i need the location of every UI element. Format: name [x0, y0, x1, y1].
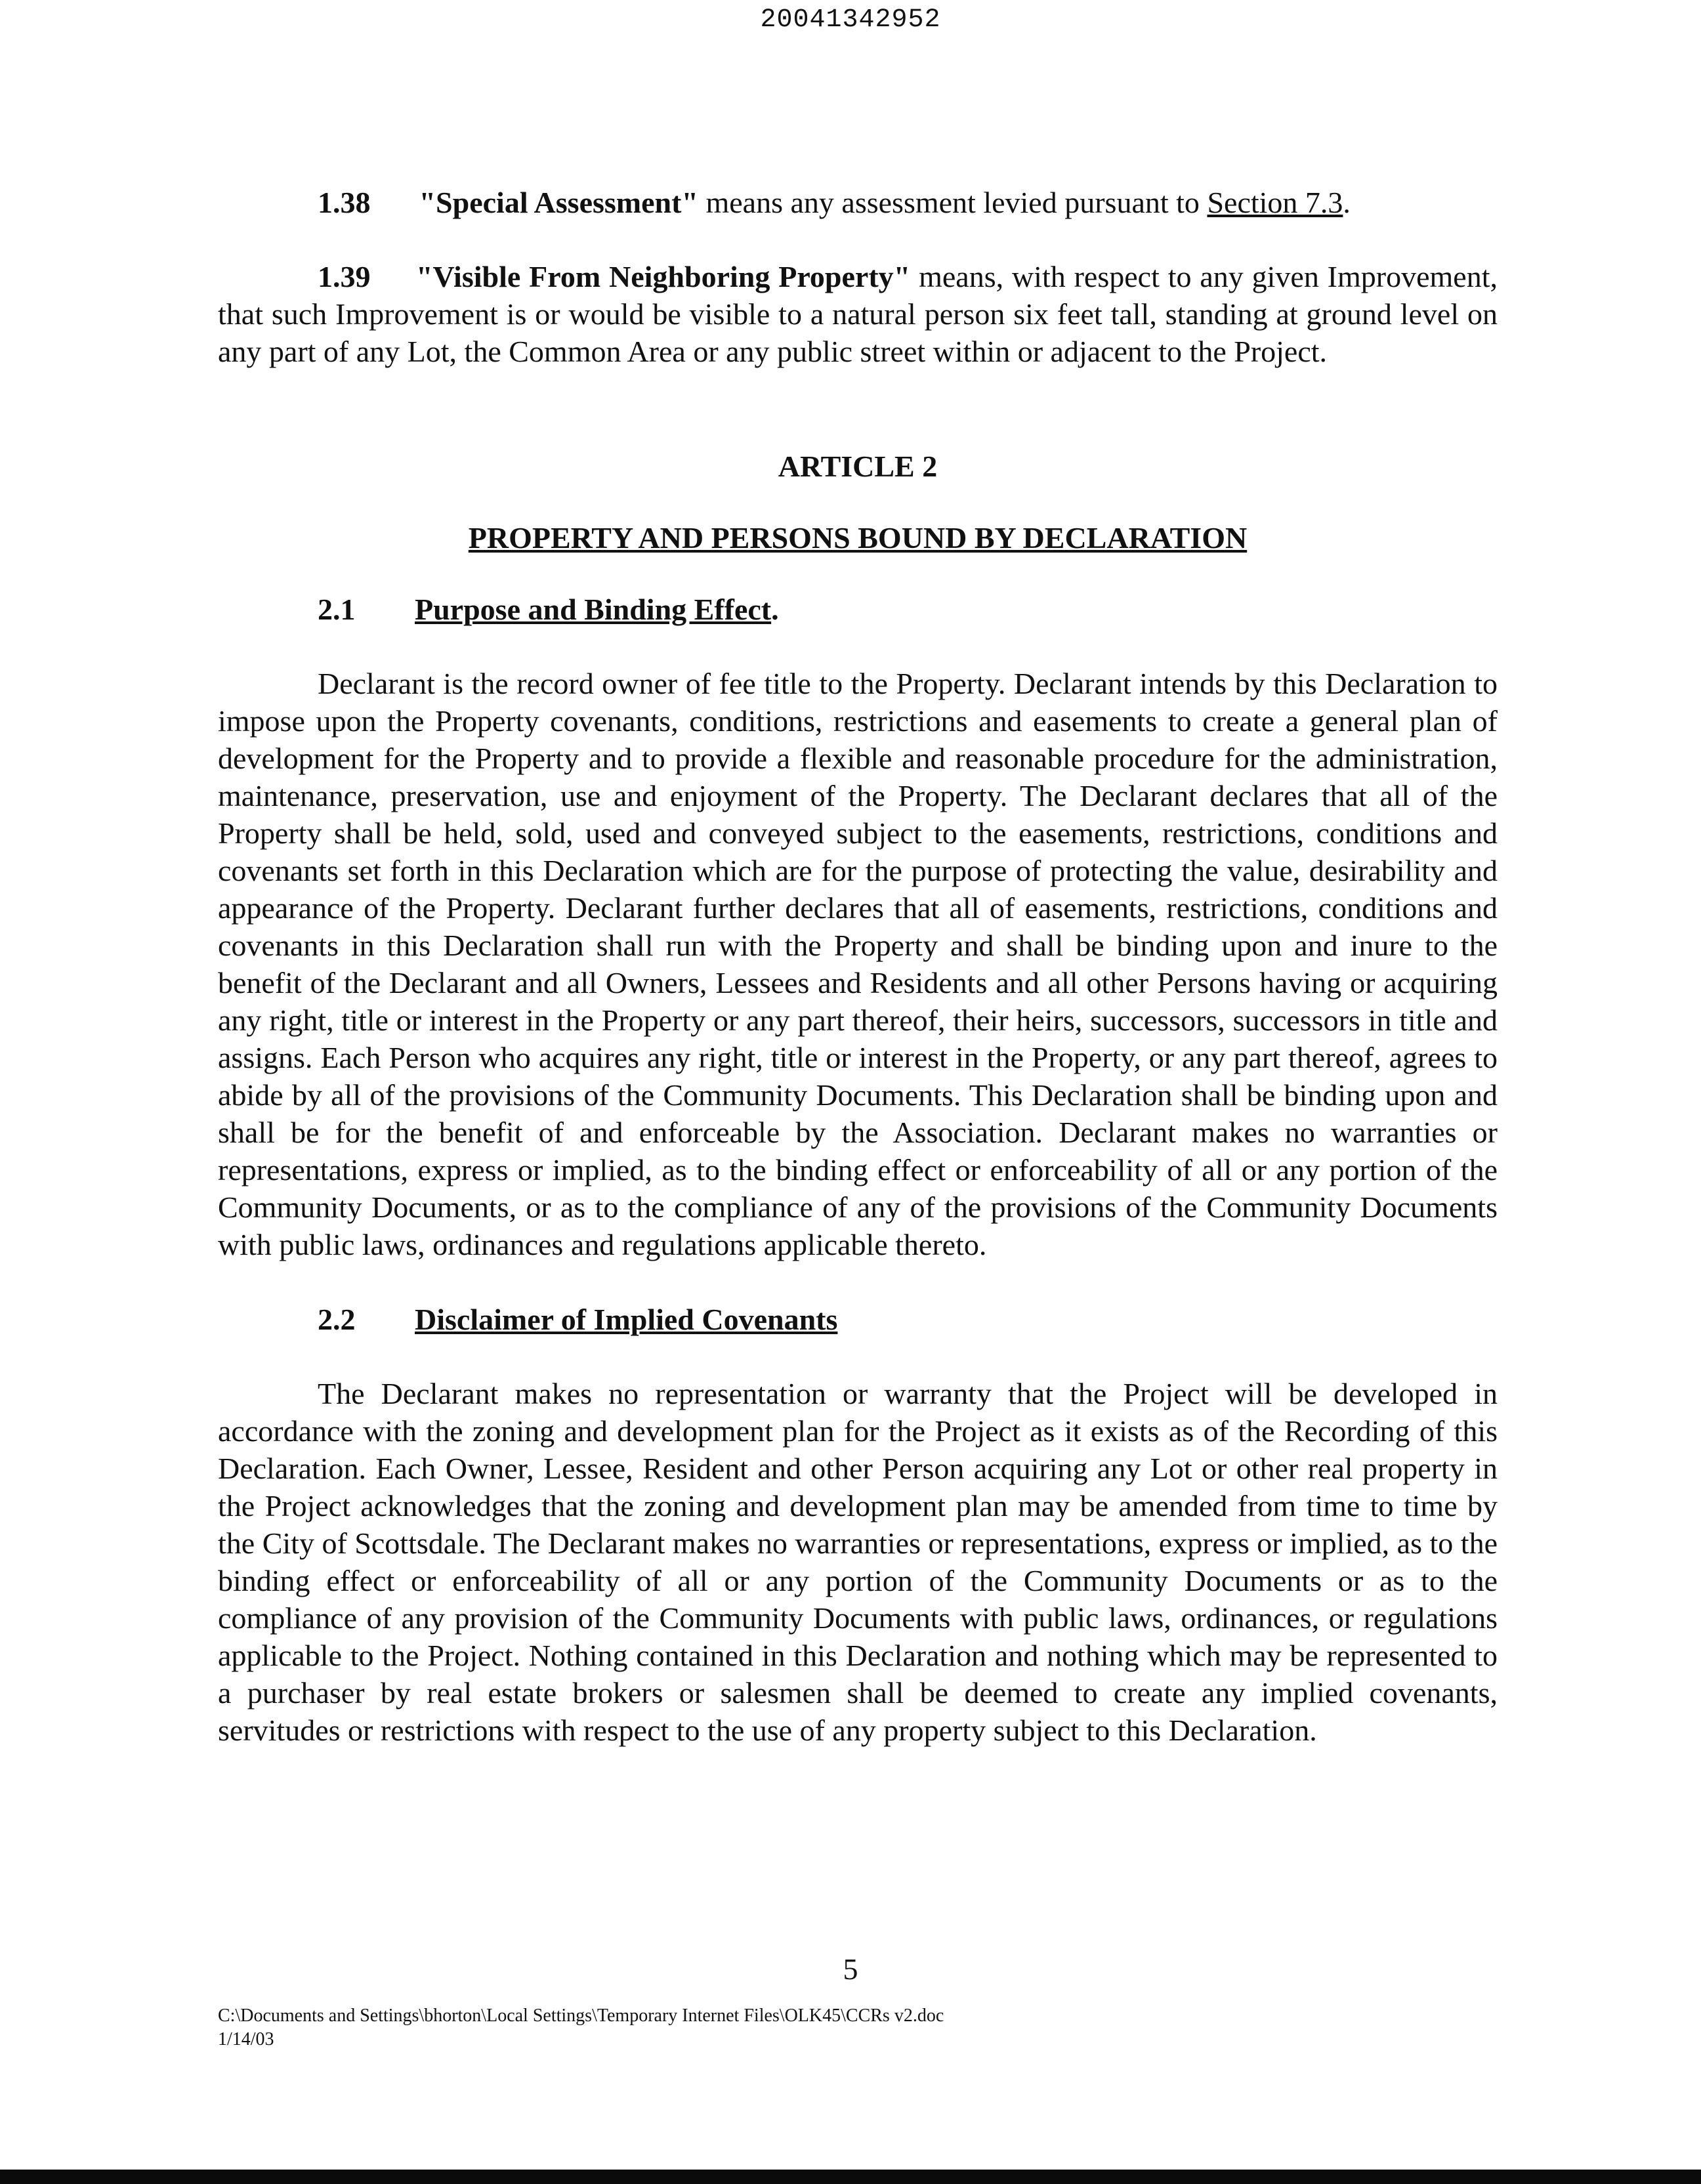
- definition-text: means any assessment levied pursuant to: [705, 186, 1208, 219]
- article-title: PROPERTY AND PERSONS BOUND BY DECLARATION: [468, 521, 1248, 555]
- document-code: 20041342952: [760, 5, 941, 35]
- page-number: 5: [843, 1952, 858, 1986]
- scan-border: [0, 2170, 1701, 2184]
- section-heading-2-1: [218, 591, 1498, 628]
- document-body: [218, 184, 1498, 1749]
- definition-text-end: .: [1343, 186, 1351, 219]
- section-body-2-1: Declarant is the record owner of fee title to the Property. Declarant intends by this Declaration to impose upon the Property covenants, conditions, restrictions and easements to create a general plan of development for the Property and to provide a flexible and reasonable procedure for the administration, maintenance, preservation, use and enjoyment of the Property. The Declarant declares that all of the Property shall be held, sold, used and conveyed subject to the easements, restrictions, conditions and covenants set forth in this Declaration which are for the purpose of protecting the value, desirability and appearance of the Property. Declarant further declares that all of easements, restrictions, conditions and covenants in this Declaration shall run with the Property and shall be binding upon and inure to the benefit of the Declarant and all Owners, Lessees and Residents and all other Persons having or acquiring any right, title or interest in the Property or any part thereof, their heirs, successors, successors in title and assigns. Each Person who acquires any right, title or interest in the Property, or any part thereof, agrees to abide by all of the provisions of the Community Documents. This Declaration shall be binding upon and shall be for the benefit of and enforceable by the Association. Declarant makes no warranties or representations, express or implied, as to the binding effect or enforceability of all or any portion of the Community Documents, or as to the compliance of any of the provisions of the Community Documents with public laws, ordinances and regulations applicable thereto.: [218, 667, 1498, 1261]
- definition-number: 1.39: [318, 260, 371, 293]
- definition-1-39: [218, 258, 1498, 370]
- footer-file-path: C:\Documents and Settings\bhorton\Local Settings\Temporary Internet Files\OLK45\CCRs v2.doc: [218, 2006, 944, 2026]
- section-title: Disclaimer of Implied Covenants: [415, 1303, 838, 1336]
- section-body-2-2: The Declarant makes no representation or warranty that the Project will be developed in accordance with the zoning and development plan for the Project as it exists as of the Recording of this Declaration. Each Owner, Lessee, Resident and other Person acquiring any Lot or other real property in the Project acknowledges that the zoning and development plan may be amended from time to time by the City of Scottsdale. The Declarant makes no warranties or representations, express or implied, as to the binding effect or enforceability of all or any portion of the Community Documents or as to the compliance of any provision of the Community Documents with public laws, ordinances, or regulations applicable to the Project. Nothing contained in this Declaration and nothing which may be represented to a purchaser by real estate brokers or salesmen shall be deemed to create any implied covenants, servitudes or restrictions with respect to the use of any property subject to this Declaration.: [218, 1377, 1498, 1747]
- section-reference: Section 7.3: [1207, 186, 1343, 219]
- section-title: Purpose and Binding Effect: [415, 593, 772, 626]
- definition-text: means, with respect to any given Improvement, that such Improvement is or would be visible to a natural person six feet tall, standing at ground level on any part of any Lot, the Common Area or any public street within or adjacent to the Project.: [218, 260, 1498, 368]
- article-heading: ARTICLE 2: [778, 450, 938, 483]
- definition-term: "Special Assessment": [419, 186, 698, 219]
- definition-number: 1.38: [318, 186, 371, 219]
- footer: [218, 2004, 944, 2051]
- section-title-suffix: .: [771, 593, 779, 626]
- section-number: 2.2: [318, 1303, 356, 1336]
- section-number: 2.1: [318, 593, 356, 626]
- section-heading-2-2: [218, 1301, 1498, 1338]
- footer-date: 1/14/03: [218, 2029, 274, 2049]
- definition-term: "Visible From Neighboring Property": [416, 260, 911, 293]
- definition-1-38: [218, 184, 1498, 221]
